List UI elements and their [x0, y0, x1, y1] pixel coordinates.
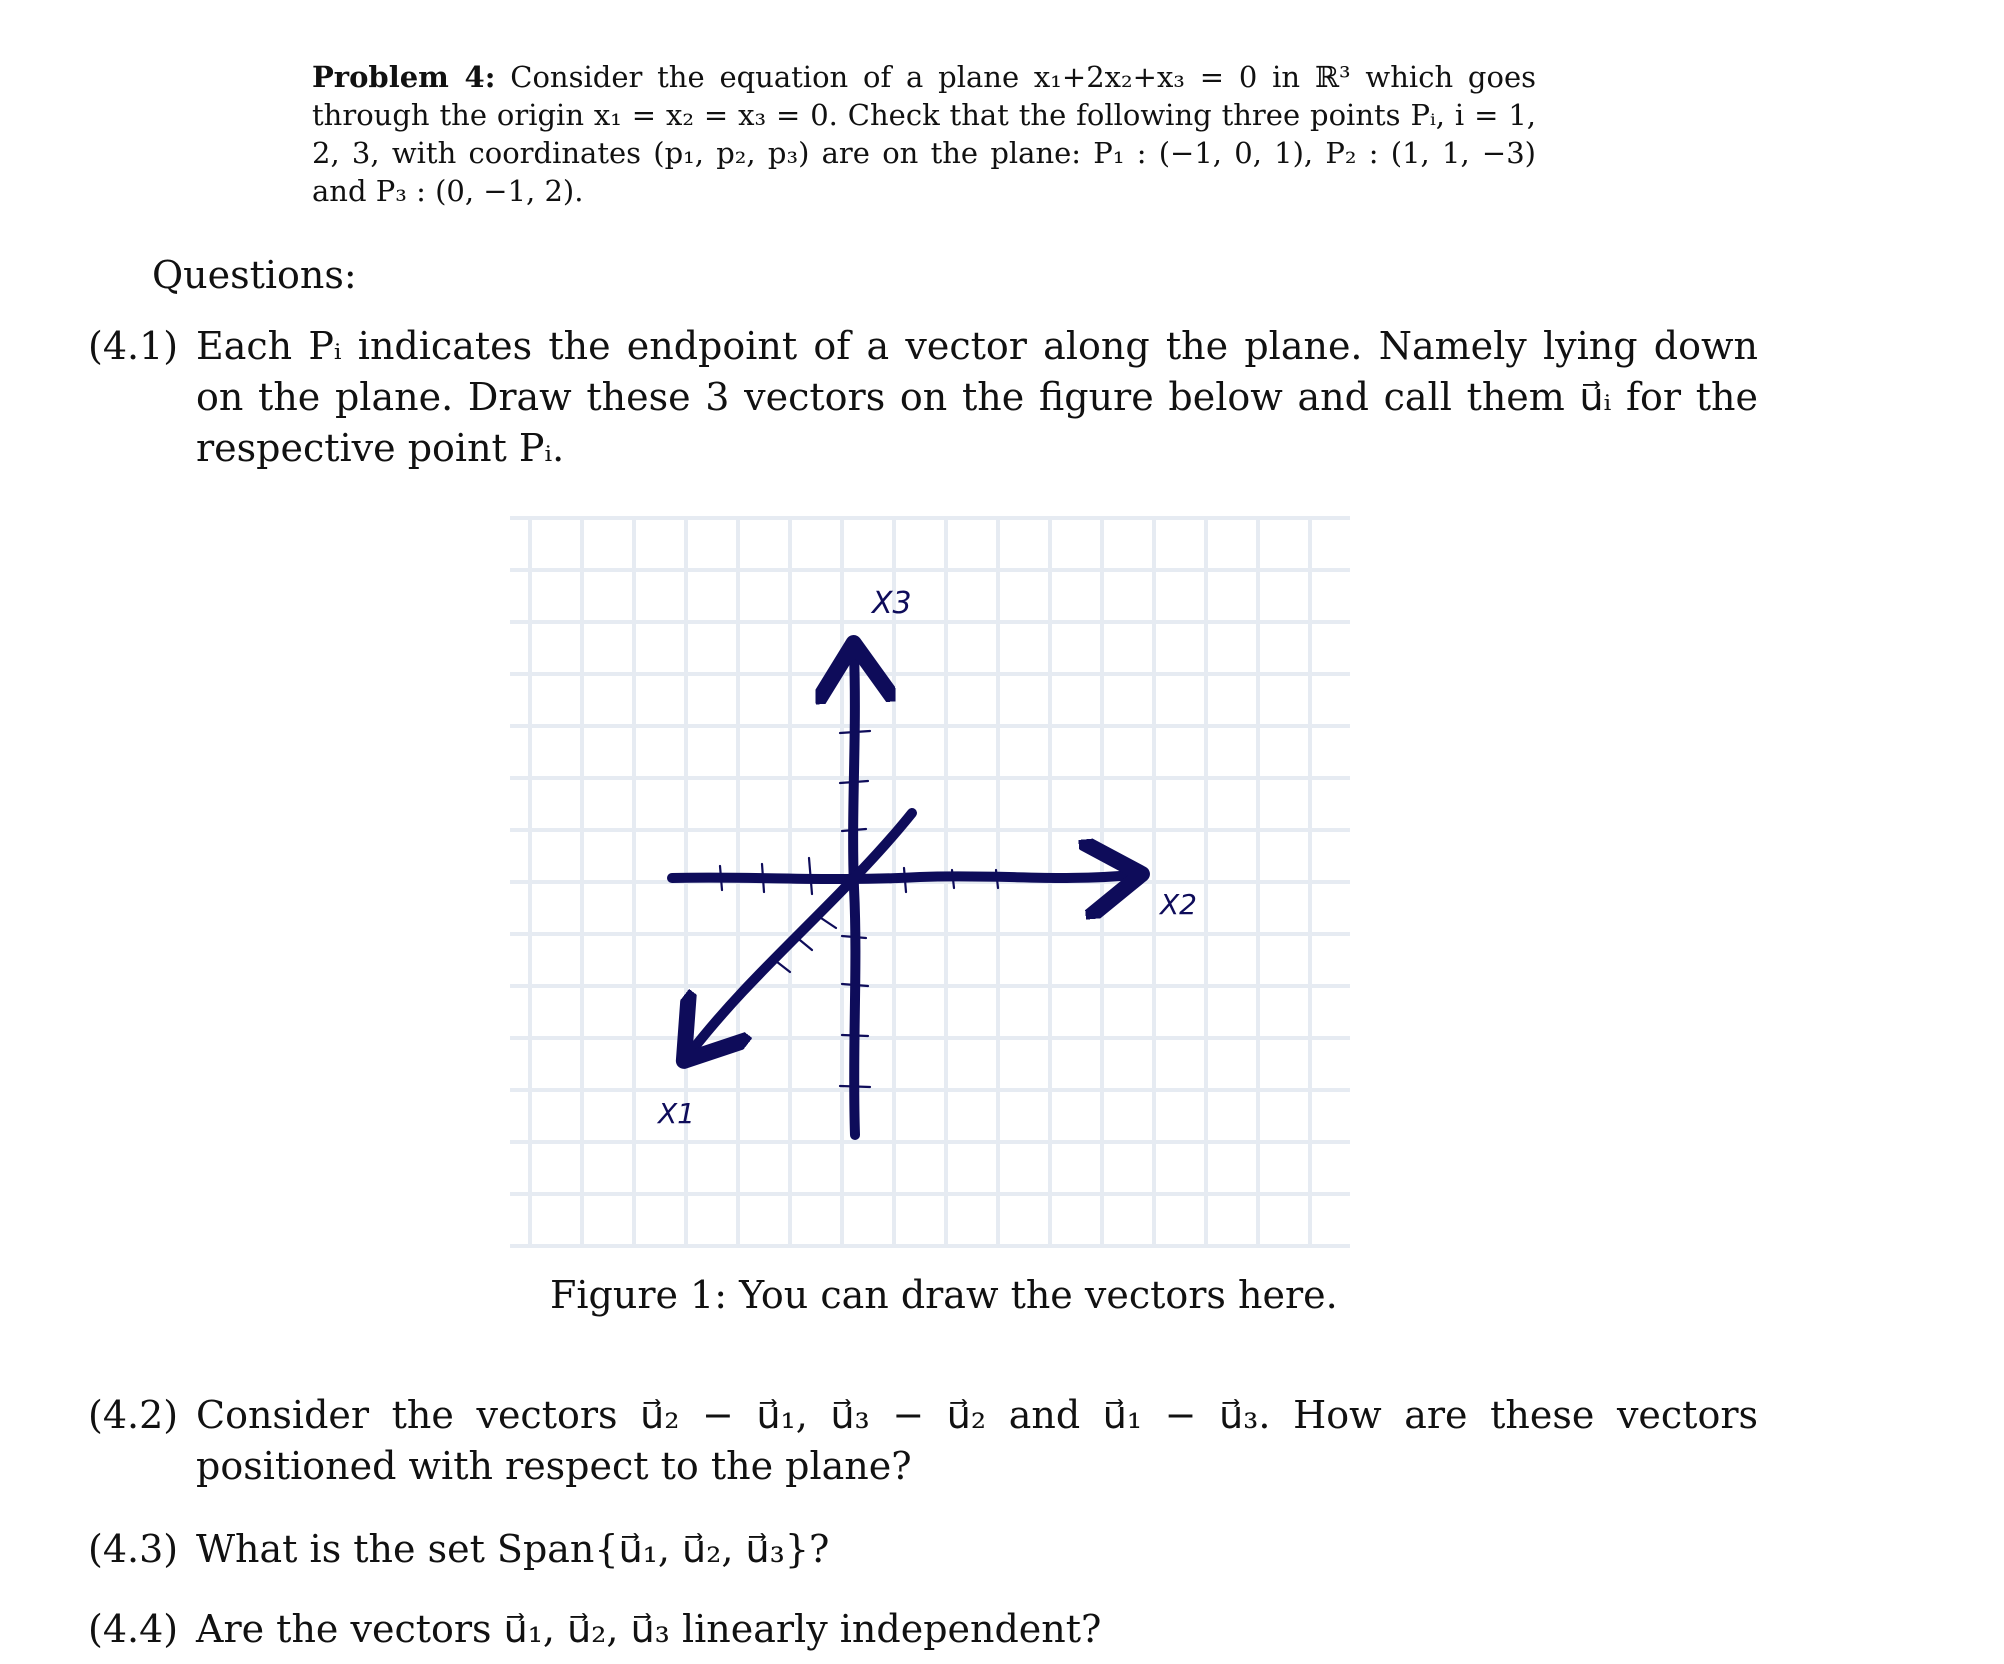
question-number: (4.3) — [88, 1527, 179, 1571]
x3-axis-label: X3 — [872, 586, 912, 621]
question-text: Consider the vectors u⃗₂ − u⃗₁, u⃗₃ − u⃗₂ and u⃗₁ − u⃗₃. How are these vectors positioned with respect to the plane? — [196, 1393, 1758, 1488]
x3-axis — [853, 653, 855, 1135]
x1-axis-label: X1 — [658, 1097, 695, 1130]
problem-label: Problem 4: — [312, 60, 496, 94]
problem-statement — [312, 58, 1536, 210]
question-4-4 — [88, 1604, 1758, 1655]
question-number: (4.2) — [88, 1393, 179, 1437]
question-4-3 — [88, 1524, 1758, 1575]
x2-axis — [672, 875, 1132, 879]
question-text: What is the set Span{u⃗₁, u⃗₂, u⃗₃}? — [196, 1527, 830, 1571]
x2-axis-label: X2 — [1160, 888, 1197, 921]
problem-text: Consider the equation of a plane x₁+2x₂+x₃ = 0 in ℝ³ which goes through the origin x₁ = x₂ = x₃ = 0. Check that the following three points Pᵢ, i = 1, 2, 3, with coordinates (p₁, p₂, p₃) are on the plane: P₁ : (−1, 0, 1), P₂ : (1, 1, −3) and P₃ : (0, −1, 2). — [312, 60, 1537, 208]
question-number: (4.4) — [88, 1607, 179, 1651]
axes-figure — [500, 508, 1360, 1248]
question-4-2 — [88, 1390, 1758, 1492]
question-text: Are the vectors u⃗₁, u⃗₂, u⃗₃ linearly independent? — [196, 1607, 1102, 1651]
questions-heading: Questions: — [152, 253, 357, 297]
question-4-1 — [88, 321, 1758, 474]
figure-caption: Figure 1: You can draw the vectors here. — [550, 1273, 1338, 1317]
grid-background — [510, 518, 1350, 1248]
axes-sketch — [500, 508, 1360, 1248]
question-text: Each Pᵢ indicates the endpoint of a vector along the plane. Namely lying down on the plane. Draw these 3 vectors on the figure below and call them u⃗ᵢ for the respective point Pᵢ. — [196, 324, 1758, 470]
question-number: (4.1) — [88, 324, 179, 368]
